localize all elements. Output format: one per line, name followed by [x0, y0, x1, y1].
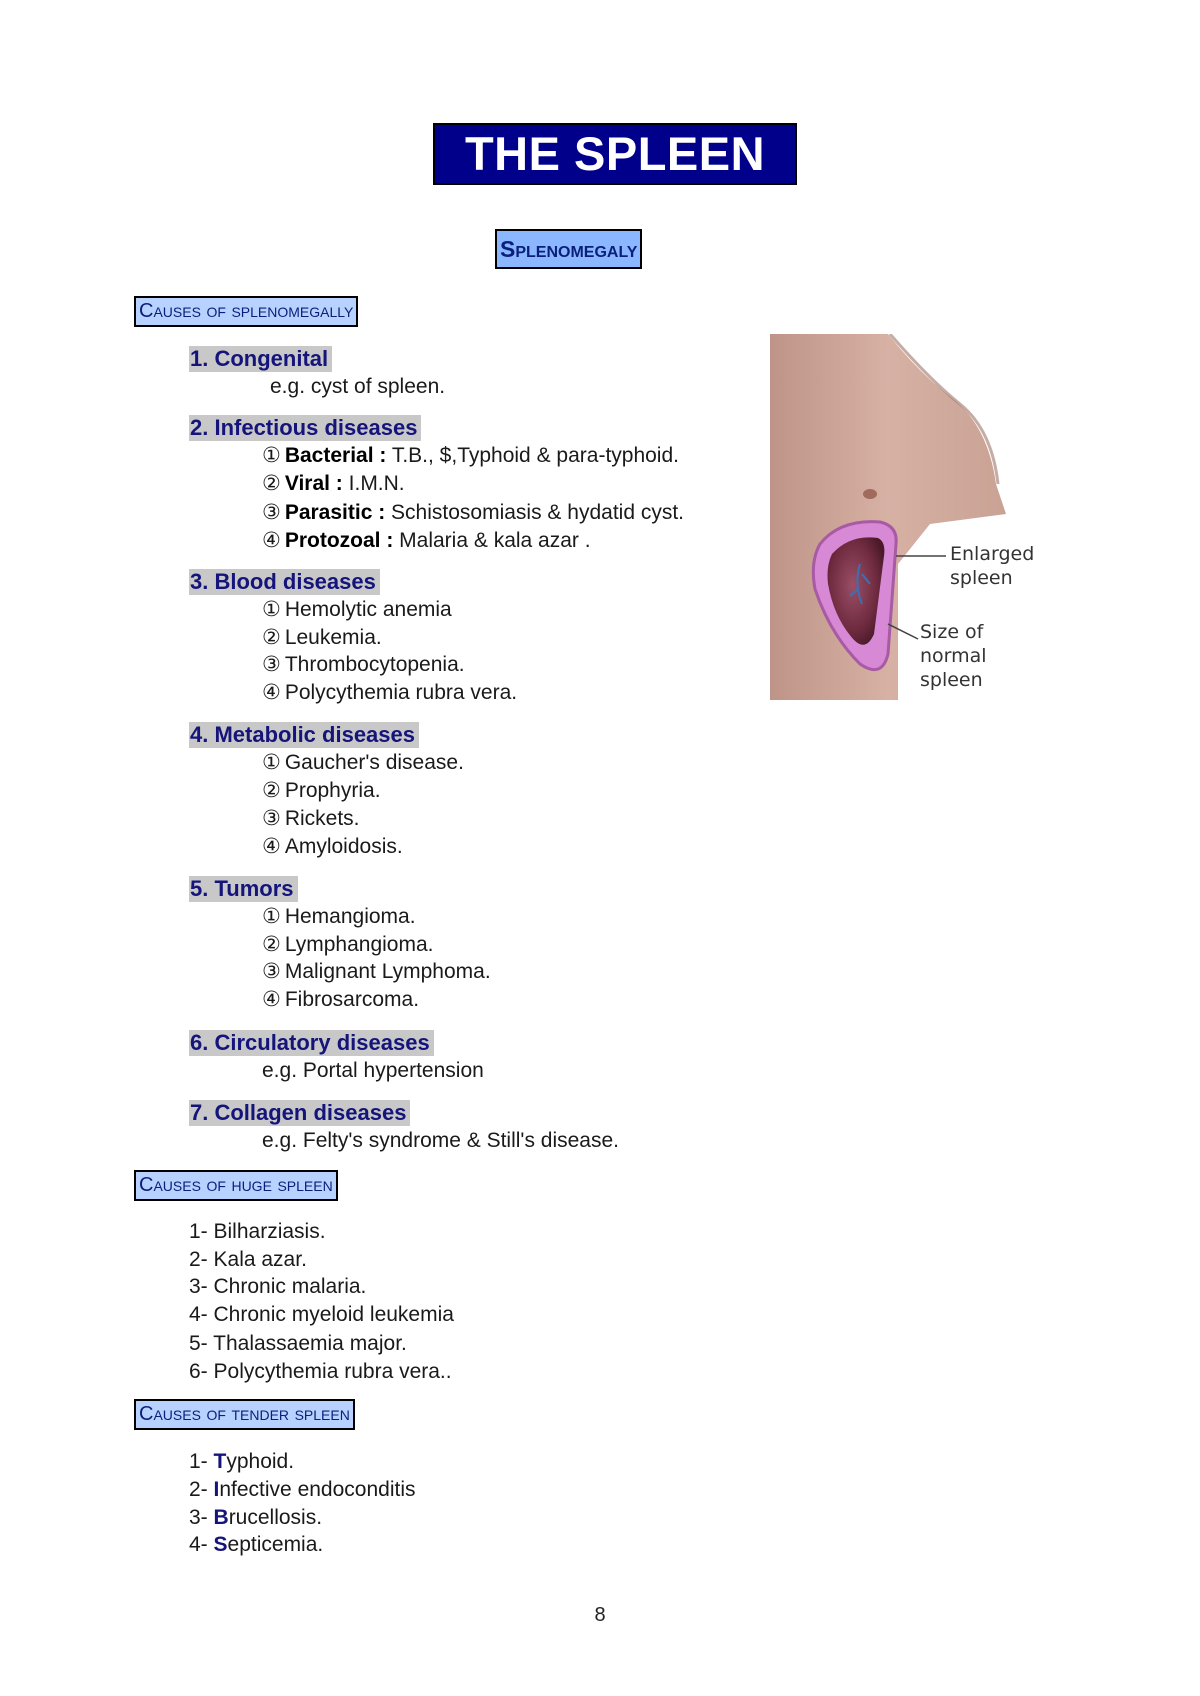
list-item: 1- Typhoid.: [189, 1450, 295, 1473]
category-item: e.g. cyst of spleen.: [270, 375, 446, 398]
category-item: ③ Parasitic : Schistosomiasis & hydatid cyst.: [262, 501, 684, 524]
list-item: 4- Septicemia.: [189, 1533, 324, 1556]
category-title: 1. Congenital: [189, 346, 332, 372]
label-enlarged-line1: Enlarged: [950, 543, 1035, 565]
enlarged-spleen-illustration: [770, 334, 1070, 700]
list-item: 1- Bilharziasis.: [189, 1220, 326, 1243]
list-item: 6- Polycythemia rubra vera..: [189, 1360, 452, 1383]
category-title: 2. Infectious diseases: [189, 415, 421, 441]
category-item: ④ Amyloidosis.: [262, 835, 403, 858]
category-title: 7. Collagen diseases: [189, 1100, 410, 1126]
list-item: 2- Kala azar.: [189, 1248, 307, 1271]
category-item: ① Gaucher's disease.: [262, 751, 464, 774]
category-title: 6. Circulatory diseases: [189, 1030, 434, 1056]
category-item: ④ Protozoal : Malaria & kala azar .: [262, 529, 591, 552]
category-item: ④ Fibrosarcoma.: [262, 988, 420, 1011]
list-item: 3- Brucellosis.: [189, 1506, 323, 1529]
category-item: ③ Rickets.: [262, 807, 360, 830]
category-item: e.g. Felty's syndrome & Still's disease.: [262, 1129, 619, 1152]
category-title: 5. Tumors: [189, 876, 298, 902]
section-header-tender-spleen: Causes of tender spleen: [134, 1399, 355, 1430]
list-item: 5- Thalassaemia major.: [189, 1332, 407, 1355]
label-enlarged-line2: spleen: [950, 567, 1013, 589]
category-item: ② Viral : I.M.N.: [262, 472, 405, 495]
label-normal-line2: normal: [920, 645, 987, 667]
label-normal-line3: spleen: [920, 669, 983, 691]
list-item: 4- Chronic myeloid leukemia: [189, 1303, 454, 1326]
category-title: 3. Blood diseases: [189, 569, 380, 595]
category-item: ① Bacterial : T.B., $,Typhoid & para-typhoid.: [262, 444, 679, 467]
section-header-splenomegally-causes: Causes of splenomegally: [134, 296, 358, 327]
category-item: ② Leukemia.: [262, 626, 382, 649]
category-item: e.g. Portal hypertension: [262, 1059, 484, 1082]
category-title: 4. Metabolic diseases: [189, 722, 419, 748]
page-title: THE SPLEEN: [433, 123, 797, 185]
category-item: ② Prophyria.: [262, 779, 381, 802]
page-subtitle: Splenomegaly: [495, 229, 642, 269]
category-item: ④ Polycythemia rubra vera.: [262, 681, 518, 704]
category-item: ① Hemolytic anemia: [262, 598, 452, 621]
nipple: [863, 489, 877, 499]
category-item: ① Hemangioma.: [262, 905, 416, 928]
category-item: ③ Malignant Lymphoma.: [262, 960, 491, 983]
page-number: 8: [594, 1604, 606, 1626]
list-item: 2- Infective endoconditis: [189, 1478, 416, 1501]
section-header-huge-spleen: Causes of huge spleen: [134, 1170, 338, 1201]
category-item: ② Lymphangioma.: [262, 933, 434, 956]
category-item: ③ Thrombocytopenia.: [262, 653, 465, 676]
list-item: 3- Chronic malaria.: [189, 1275, 367, 1298]
label-normal-line1: Size of: [920, 621, 984, 643]
